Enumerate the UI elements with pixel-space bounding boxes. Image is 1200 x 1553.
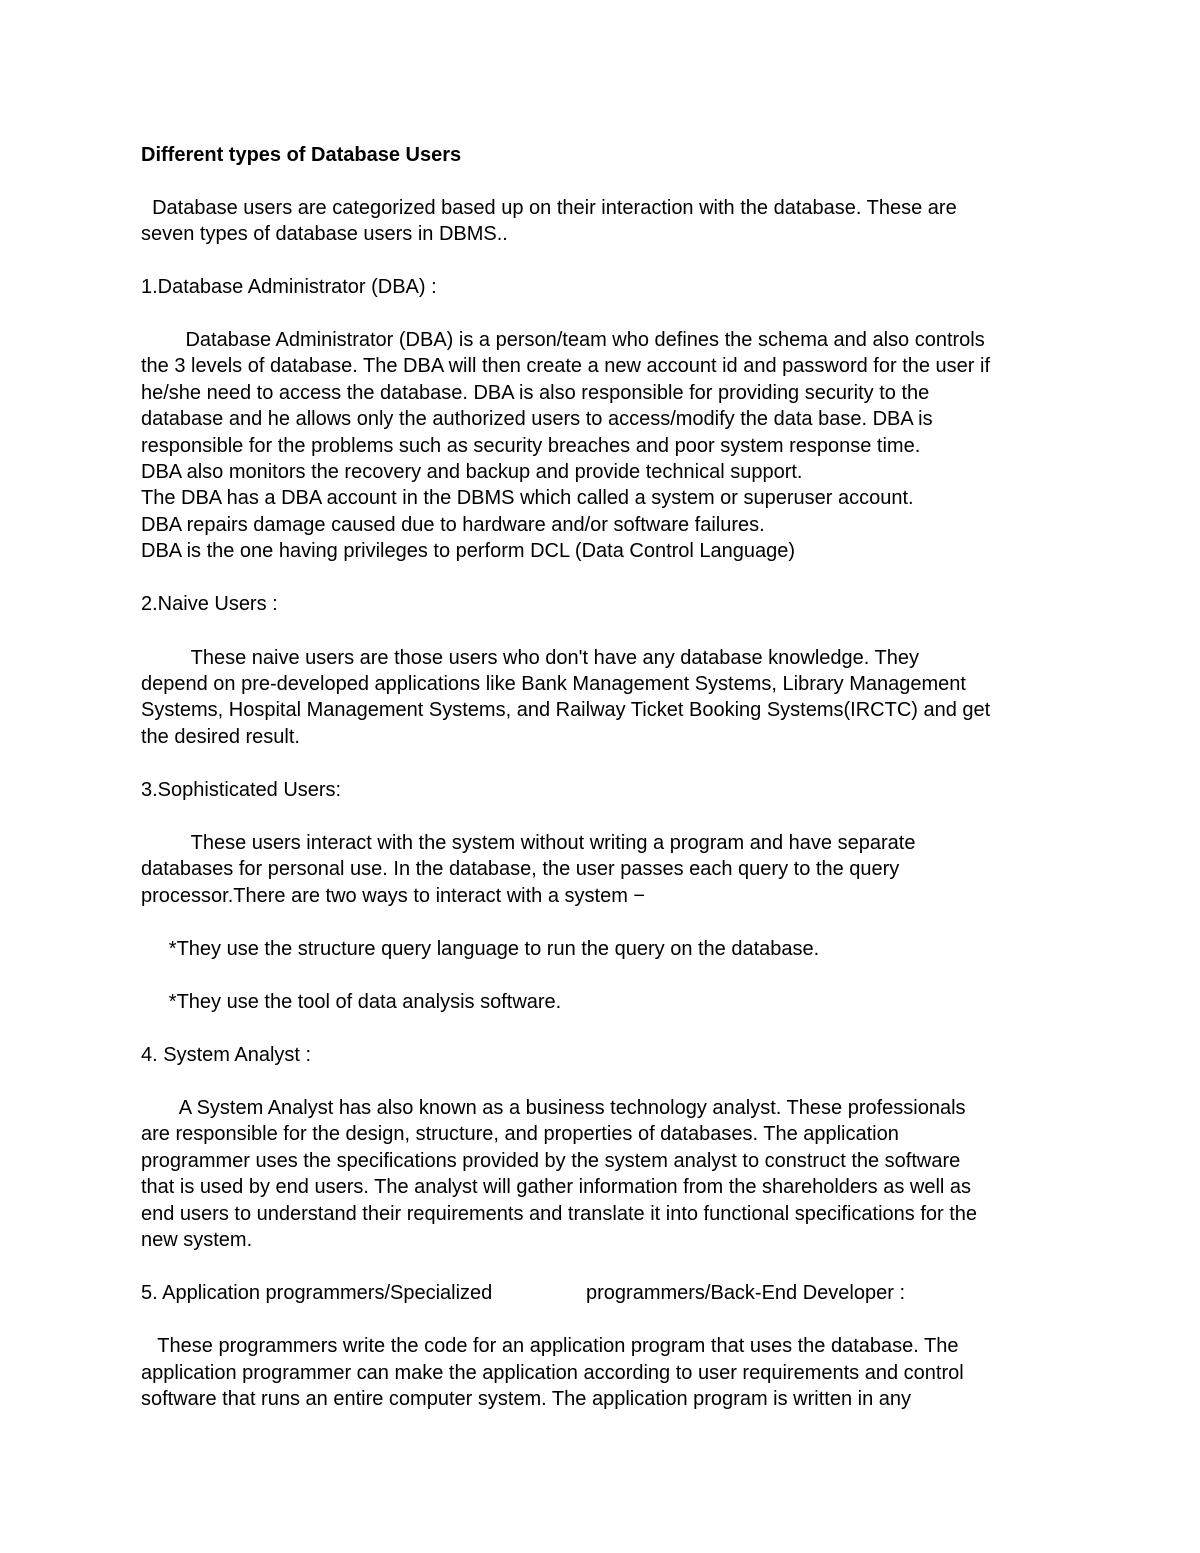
section-5-heading: 5. Application programmers/Specialized [141,1282,493,1304]
section-3-line: These users interact with the system without writing a program and have separate [141,832,916,854]
section-3-heading: 3.Sophisticated Users: [141,779,342,801]
section-2-heading: 2.Naive Users : [141,593,278,615]
section-4-line: are responsible for the design, structure, and properties of databases. The application [141,1123,899,1145]
intro-line-2: seven types of database users in DBMS.. [141,223,508,245]
section-1-line: The DBA has a DBA account in the DBMS which called a system or superuser account. [141,487,914,509]
section-3-line: databases for personal use. In the database, the user passes each query to the query [141,858,900,880]
section-4-line: programmer uses the specifications provided by the system analyst to construct the software [141,1150,961,1172]
section-1-line: DBA also monitors the recovery and backup and provide technical support. [141,461,803,483]
section-4-line: end users to understand their requirements and translate it into functional specifications for the [141,1203,978,1225]
section-4-line: A System Analyst has also known as a business technology analyst. These professionals [141,1097,966,1119]
intro-line-1: Database users are categorized based up on their interaction with the database. These are [141,197,957,219]
section-1-line: DBA is the one having privileges to perform DCL (Data Control Language) [141,540,796,562]
section-2-line: depend on pre-developed applications like Bank Management Systems, Library Management [141,673,966,695]
section-3-line: processor.There are two ways to interact with a system − [141,885,646,907]
section-1-line: database and he allows only the authorized users to access/modify the data base. DBA is [141,408,933,430]
section-2-line: the desired result. [141,726,300,748]
document-title: Different types of Database Users [141,144,462,166]
section-1-line: DBA repairs damage caused due to hardware and/or software failures. [141,514,765,536]
section-5-line: application programmer can make the application according to user requirements and control [141,1362,964,1384]
section-4-line: new system. [141,1229,253,1251]
section-3-bullet: *They use the structure query language to run the query on the database. [141,938,820,960]
section-1-line: Database Administrator (DBA) is a person/team who defines the schema and also controls [141,329,985,351]
section-3-bullet: *They use the tool of data analysis software. [141,991,562,1013]
section-4-heading: 4. System Analyst : [141,1044,312,1066]
section-1-heading: 1.Database Administrator (DBA) : [141,276,437,298]
section-4-line: that is used by end users. The analyst will gather information from the shareholders as well as [141,1176,972,1198]
section-5-line: These programmers write the code for an application program that uses the database. The [141,1335,959,1357]
section-1-line: responsible for the problems such as security breaches and poor system response time. [141,435,921,457]
section-1-line: he/she need to access the database. DBA is also responsible for providing security to the [141,382,930,404]
section-2-line: These naive users are those users who don't have any database knowledge. They [141,647,919,669]
section-2-line: Systems, Hospital Management Systems, and Railway Ticket Booking Systems(IRCTC) and get [141,699,991,721]
section-5-line: software that runs an entire computer system. The application program is written in any [141,1388,911,1410]
section-1-line: the 3 levels of database. The DBA will then create a new account id and password for the user if [141,355,991,377]
section-5-heading-continued: programmers/Back-End Developer : [586,1282,906,1304]
